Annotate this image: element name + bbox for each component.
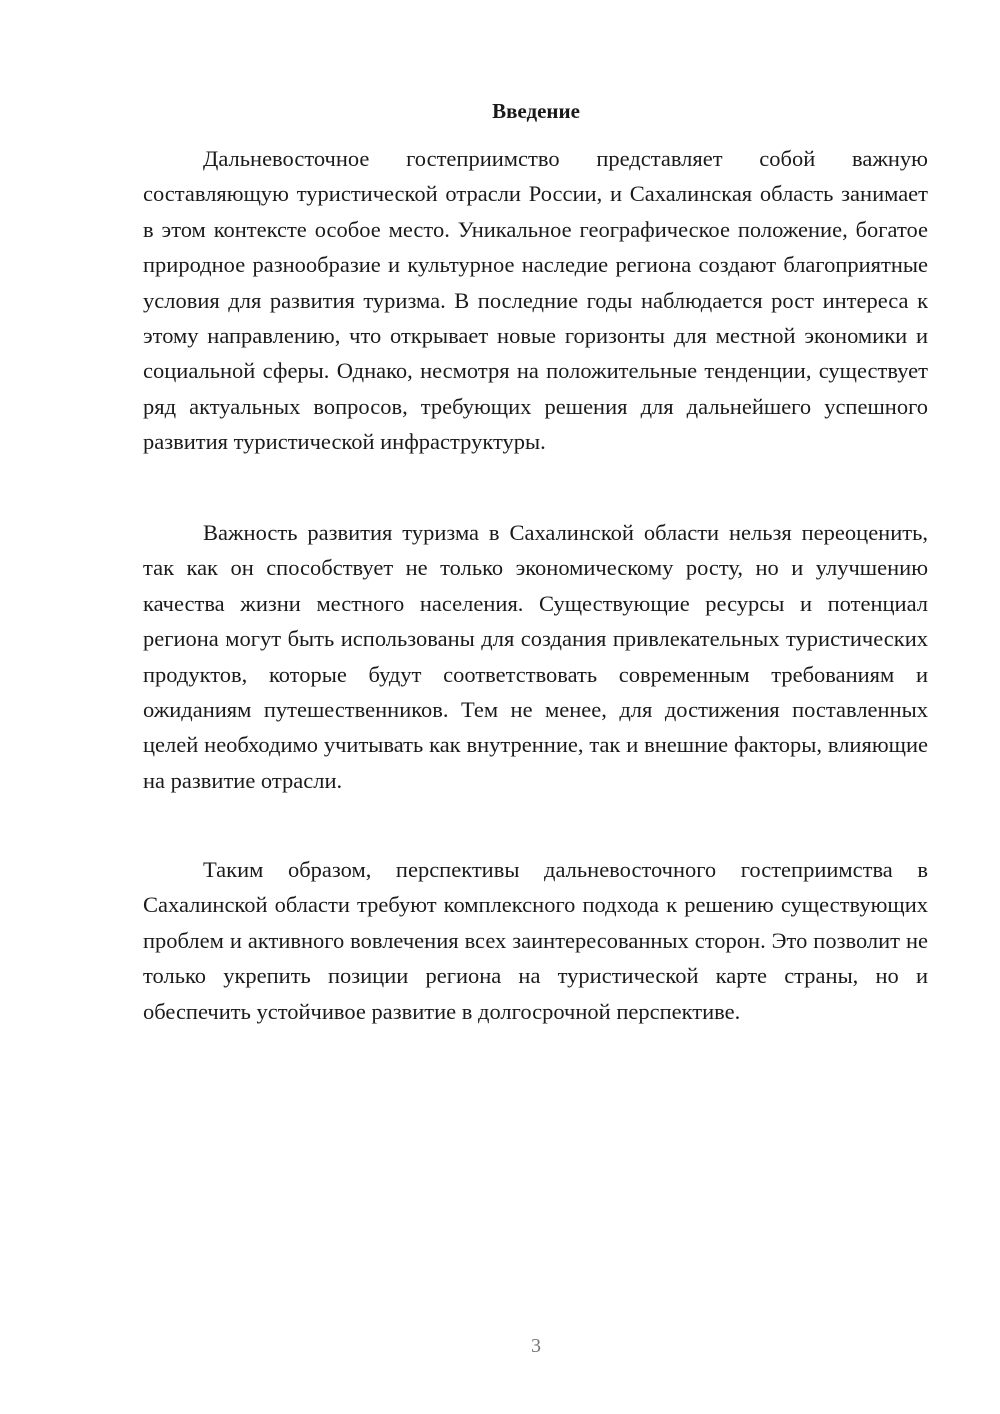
- section-title: Введение: [492, 99, 580, 123]
- paragraph-intro: Дальневосточное гостеприимство представляет собой важную составляющую туристической отрасли России, и Сахалинская область занимает в этом контексте особое место. Уникальное географическое положение, богатое природное разнообразие и культурное наследие региона создают благоприятные условия для развития туризма. В последние годы наблюдается рост интереса к этому направлению, что открывает новые горизонты для местной экономики и социальной сферы. Однако, несмотря на положительные тенденции, существует ряд актуальных вопросов, требующих решения для дальнейшего успешного развития туристической инфраструктуры.: [143, 146, 928, 455]
- page-number: 3: [531, 1335, 541, 1357]
- paragraph-importance: Важность развития туризма в Сахалинской области нельзя переоценить, так как он способствует не только экономическому росту, но и улучшению качества жизни местного населения. Существующие ресурсы и потенциал региона могут быть использованы для создания привлекательных туристических продуктов, которые будут соответствовать современным требованиям и ожиданиям путешественников. Тем не менее, для достижения поставленных целей необходимо учитывать как внутренние, так и внешние факторы, влияющие на развитие отрасли.: [143, 520, 928, 793]
- paragraph-conclusion: Таким образом, перспективы дальневосточного гостеприимства в Сахалинской области требуют комплексного подхода к решению существующих проблем и активного вовлечения всех заинтересованных сторон. Это позволит не только укрепить позиции региона на туристической карте страны, но и обеспечить устойчивое развитие в долгосрочной перспективе.: [143, 857, 928, 1024]
